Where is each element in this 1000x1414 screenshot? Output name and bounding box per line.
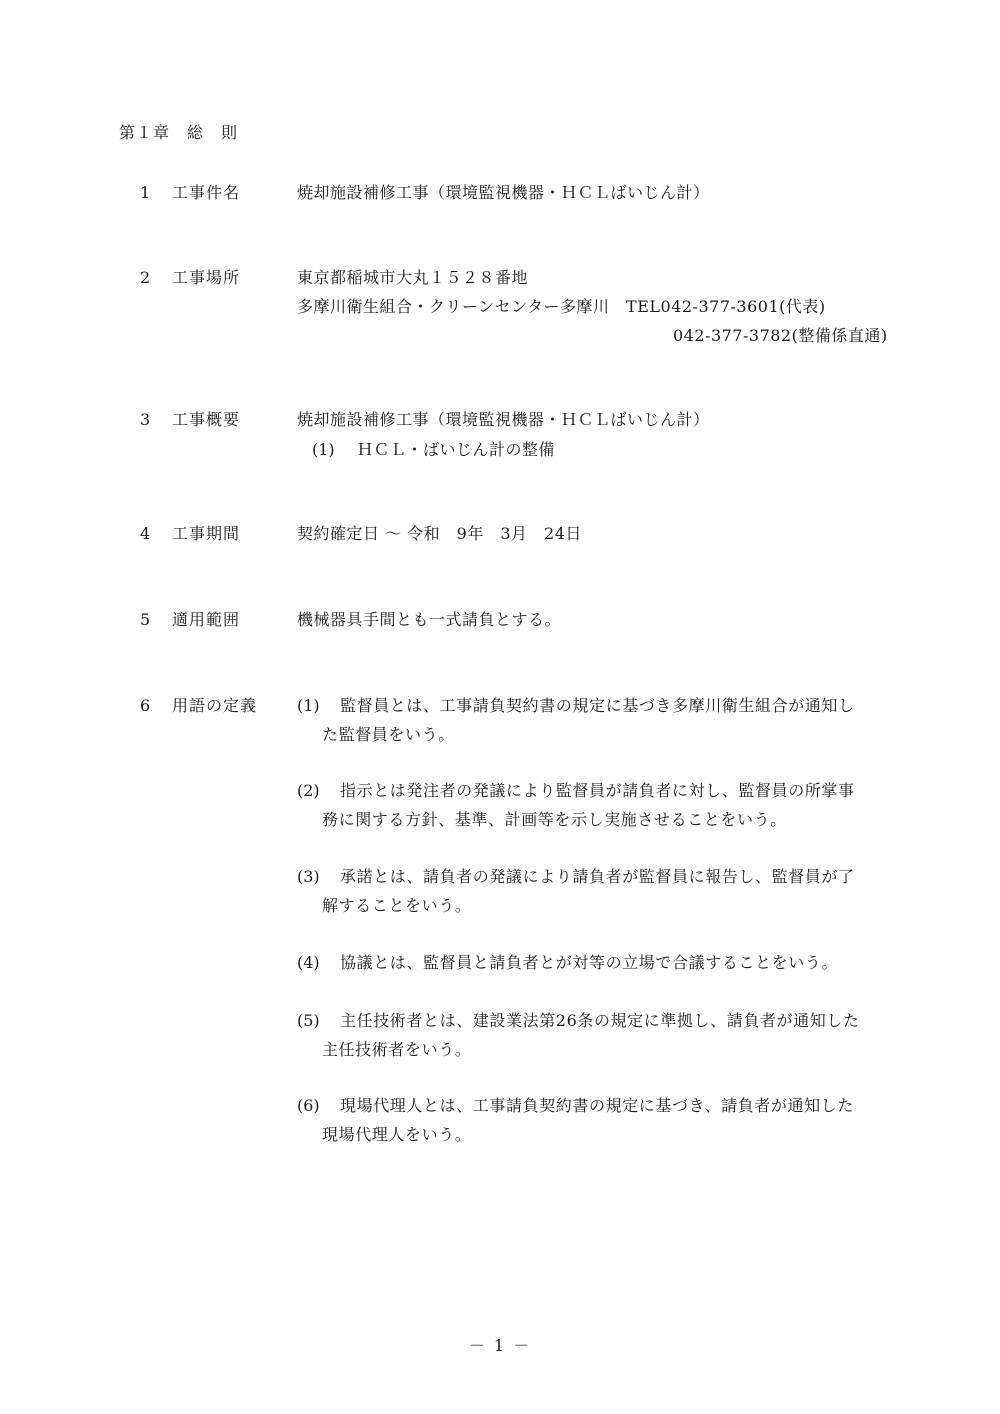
definition-number-1: (1)	[297, 696, 320, 715]
item-content-2-line-3: 042-377-3782(整備係直通)	[673, 326, 888, 345]
definition-number-3: (3)	[297, 867, 320, 886]
definition-1-line-1: 監督員とは、工事請負契約書の規定に基づき多摩川衛生組合が通知し	[340, 696, 855, 715]
definition-number-2: (2)	[297, 781, 320, 800]
definition-5-line-1: 主任技術者とは、建設業法第26条の規定に準拠し、請負者が通知した	[340, 1011, 860, 1030]
definition-3-line-1: 承諾とは、請負者の発議により請負者が監督員に報告し、監督員が了	[340, 867, 855, 886]
definition-6-line-1: 現場代理人とは、工事請負契約書の規定に基づき、請負者が通知した	[340, 1096, 854, 1115]
definition-4-line-1: 協議とは、監督員と請負者とが対等の立場で合議することをいう。	[340, 953, 839, 972]
item-content-4: 契約確定日 〜 令和 9年 3月 24日	[297, 524, 582, 543]
item-content-1: 焼却施設補修工事（環境監視機器・ＨＣＬばいじん計）	[297, 183, 710, 202]
item-number-5: 5	[140, 610, 151, 629]
item-label-2: 工事場所	[172, 268, 241, 287]
item-number-2: 2	[140, 268, 151, 287]
item-number-3: 3	[140, 410, 151, 429]
item-number-1: 1	[140, 183, 151, 202]
definition-2-line-2: 務に関する方針、基準、計画等を示し実施させることをいう。	[322, 810, 787, 829]
item-3-sub-text: ＨＣＬ・ばいじん計の整備	[357, 440, 556, 459]
item-label-1: 工事件名	[172, 183, 241, 202]
item-content-2-line-2: 多摩川衛生組合・クリーンセンター多摩川 TEL042-377-3601(代表)	[297, 297, 826, 316]
definition-5-line-2: 主任技術者をいう。	[322, 1040, 472, 1059]
definition-number-5: (5)	[297, 1011, 320, 1030]
item-content-5: 機械器具手間とも一式請負とする。	[297, 610, 562, 629]
item-content-2-line-1: 東京都稲城市大丸１５２８番地	[297, 268, 529, 287]
definition-6-line-2: 現場代理人をいう。	[322, 1125, 472, 1144]
definition-number-4: (4)	[297, 953, 320, 972]
item-label-4: 工事期間	[172, 524, 241, 543]
item-label-3: 工事概要	[172, 410, 241, 429]
item-3-sub-number: (1)	[312, 440, 335, 459]
definition-number-6: (6)	[297, 1096, 320, 1115]
item-label-5: 適用範囲	[172, 610, 241, 629]
item-content-3: 焼却施設補修工事（環境監視機器・ＨＣＬばいじん計）	[297, 410, 710, 429]
item-number-6: 6	[140, 696, 151, 715]
definition-1-line-2: た監督員をいう。	[322, 725, 455, 744]
item-number-4: 4	[140, 524, 151, 543]
page-number: － 1 －	[468, 1336, 532, 1355]
chapter-title: 第１章 総 則	[119, 123, 239, 142]
definition-2-line-1: 指示とは発注者の発議により監督員が請負者に対し、監督員の所掌事	[340, 781, 855, 800]
item-label-6: 用語の定義	[172, 696, 258, 715]
definition-3-line-2: 解することをいう。	[322, 896, 472, 915]
